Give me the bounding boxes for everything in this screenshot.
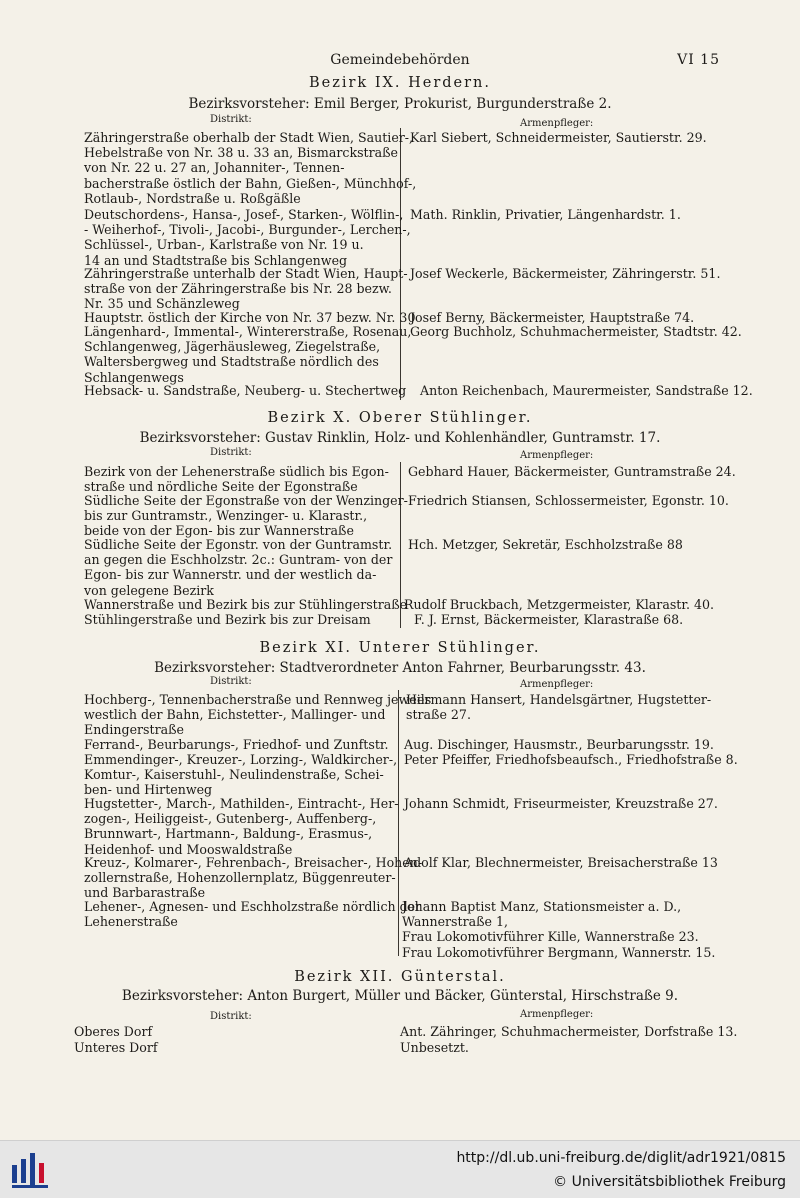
district-text: Deutschordens-, Hansa-, Josef-, Starken-, Wölflin-, - Weiherhof-, Tivoli-, Jacobi-, Burgunder-, Lerchen-, Schlüssel-, Urban-, Karlstraße von Nr. 19 u. 14 an und Stadtstraße bis Schlangenweg — [84, 207, 411, 268]
district-text: Bezirk von der Lehenerstraße südlich bis Egon- straße und nördliche Seite der Egonstraße — [84, 464, 389, 495]
library-logo-icon — [12, 1151, 52, 1189]
district-text: Emmendinger-, Kreuzer-, Lorzing-, Waldkircher-, Komtur-, Kaiserstuhl-, Neulindenstraße, Schei- ben- und Hirtenweg — [84, 752, 398, 798]
caretaker-text: Johann Schmidt, Friseurmeister, Kreuzstraße 27. — [404, 796, 718, 811]
district-text: Wannerstraße und Bezirk bis zur Stühlingerstraße — [84, 597, 408, 612]
district-text: Hochberg-, Tennenbacherstraße und Rennweg jeweils westlich der Bahn, Eichstetter-, Mallinger- und Endingerstraße — [84, 692, 432, 738]
caretaker-text: Rudolf Bruckbach, Metzgermeister, Klarastr. 40. — [404, 597, 715, 612]
caretaker-text: Friedrich Stiansen, Schlossermeister, Egonstr. 10. — [408, 493, 729, 508]
district-text: Unteres Dorf — [74, 1040, 158, 1055]
district-text: Lehener-, Agnesen- und Eschholzstraße nördlich der Lehenerstraße — [84, 899, 422, 930]
page-number: VI 15 — [677, 52, 720, 68]
section-chair: Bezirksvorsteher: Gustav Rinklin, Holz- und Kohlenhändler, Guntramstr. 17. — [139, 430, 661, 446]
district-column-header: Distrikt: — [210, 1011, 252, 1022]
caretaker-text: Josef Berny, Bäckermeister, Hauptstraße 74. — [410, 310, 695, 325]
caretaker-column-header: Armenpfleger: — [520, 450, 594, 461]
caretaker-text: Josef Weckerle, Bäckermeister, Zähringerstr. 51. — [410, 266, 721, 281]
district-column-header: Distrikt: — [210, 114, 252, 125]
caretaker-text: Gebhard Hauer, Bäckermeister, Guntramstraße 24. — [408, 464, 736, 479]
section-chair: Bezirksvorsteher: Emil Berger, Prokurist, Burgunderstraße 2. — [188, 96, 612, 112]
district-column-header: Distrikt: — [210, 447, 252, 458]
section-title: Bezirk X. Oberer Stühlinger. — [267, 410, 533, 426]
district-text: Hauptstr. östlich der Kirche von Nr. 37 bezw. Nr. 30 — [84, 310, 416, 325]
district-text: Oberes Dorf — [74, 1024, 153, 1039]
caretaker-text: Adolf Klar, Blechnermeister, Breisacherstraße 13 — [404, 855, 718, 870]
district-text: Zähringerstraße unterhalb der Stadt Wien, Haupt- straße von der Zähringerstraße bis Nr. 28 bezw. Nr. 35 und Schänzleweg — [84, 266, 408, 312]
caretaker-text: Hch. Metzger, Sekretär, Eschholzstraße 88 — [408, 537, 683, 552]
caretaker-text: F. J. Ernst, Bäckermeister, Klarastraße 68. — [414, 612, 684, 627]
viewer-footer — [0, 1140, 800, 1198]
caretaker-text: Aug. Dischinger, Hausmstr., Beurbarungsstr. 19. — [404, 737, 714, 752]
caretaker-text: Johann Baptist Manz, Stationsmeister a. D., Wannerstraße 1, Frau Lokomotivführer Kille, Wannerstraße 23. Frau Lokomotivführer Bergmann, Wannerstr. 15. — [402, 899, 716, 960]
running-header — [0, 52, 800, 72]
district-text: Ferrand-, Beurbarungs-, Friedhof- und Zunftstr. — [84, 737, 389, 752]
district-text: Längenhard-, Immental-, Wintererstraße, Rosenau, Schlangenweg, Jägerhäusleweg, Ziegelstraße, Waltersbergweg und Stadtstraße nördlich des Schlangenwegs — [84, 324, 412, 385]
permalink-url[interactable]: http://dl.ub.uni-freiburg.de/diglit/adr1921/0815 — [456, 1150, 786, 1166]
caretaker-text: Hermann Hansert, Handelsgärtner, Hugstetter- straße 27. — [406, 692, 712, 723]
caretaker-column-header: Armenpfleger: — [520, 679, 594, 690]
section-chair: Bezirksvorsteher: Anton Burgert, Müller und Bäcker, Günterstal, Hirschstraße 9. — [121, 988, 679, 1004]
caretaker-text: Peter Pfeiffer, Friedhofsbeaufsch., Friedhofstraße 8. — [404, 752, 738, 767]
caretaker-text: Math. Rinklin, Privatier, Längenhardstr. 1. — [410, 207, 681, 222]
caretaker-text: Unbesetzt. — [400, 1040, 469, 1055]
caretaker-text: Karl Siebert, Schneidermeister, Sautierstr. 29. — [410, 130, 707, 145]
section-title: Bezirk XII. Günterstal. — [294, 969, 506, 985]
caretaker-text: Ant. Zähringer, Schuhmachermeister, Dorfstraße 13. — [400, 1024, 738, 1039]
header-title: Gemeindebehörden — [330, 52, 470, 68]
district-column-header: Distrikt: — [210, 676, 252, 687]
caretaker-column-header: Armenpfleger: — [520, 1009, 594, 1020]
section-chair: Bezirksvorsteher: Stadtverordneter Anton Fahrner, Beurbarungsstr. 43. — [154, 660, 646, 676]
copyright-text: © Universitätsbibliothek Freiburg — [553, 1174, 786, 1190]
caretaker-text: Anton Reichenbach, Maurermeister, Sandstraße 12. — [420, 383, 753, 398]
district-text: Südliche Seite der Egonstr. von der Guntramstr. an gegen die Eschholzstr. 2c.: Guntram- von der Egon- bis zur Wannerstr. und der westlich da- von gelegene Bezirk — [84, 537, 393, 598]
caretaker-column-header: Armenpfleger: — [520, 118, 594, 129]
district-text: Hugstetter-, March-, Mathilden-, Eintracht-, Her- zogen-, Heiliggeist-, Gutenberg-, Auffenberg-, Brunnwart-, Hartmann-, Baldung-, Erasmus-, Heidenhof- und Mooswaldstraße — [84, 796, 399, 857]
caretaker-text: Georg Buchholz, Schuhmachermeister, Stadtstr. 42. — [410, 324, 742, 339]
district-text: Hebsack- u. Sandstraße, Neuberg- u. Stechertweg — [84, 383, 407, 398]
district-text: Kreuz-, Kolmarer-, Fehrenbach-, Breisacher-, Hohen- zollernstraße, Hohenzollernplatz, Büggenreuter- und Barbarastraße — [84, 855, 423, 901]
district-text: Stühlingerstraße und Bezirk bis zur Dreisam — [84, 612, 371, 627]
district-text: Südliche Seite der Egonstraße von der Wenzinger- bis zur Guntramstr., Wenzinger- u. Klarastr., beide von der Egon- bis zur Wannerstraße — [84, 493, 408, 539]
section-title: Bezirk IX. Herdern. — [308, 75, 491, 91]
district-text: Zähringerstraße oberhalb der Stadt Wien, Sautier-, Hebelstraße von Nr. 38 u. 33 an, Bismarckstraße von Nr. 22 u. 27 an, Johanniter-, Tennen- bacherstraße östlich der Bahn, Gießen-, Münchhof-, Rotlaub-, Nordstraße u. Roßgäßle — [84, 130, 417, 206]
section-title: Bezirk XI. Unterer Stühlinger. — [259, 640, 541, 656]
